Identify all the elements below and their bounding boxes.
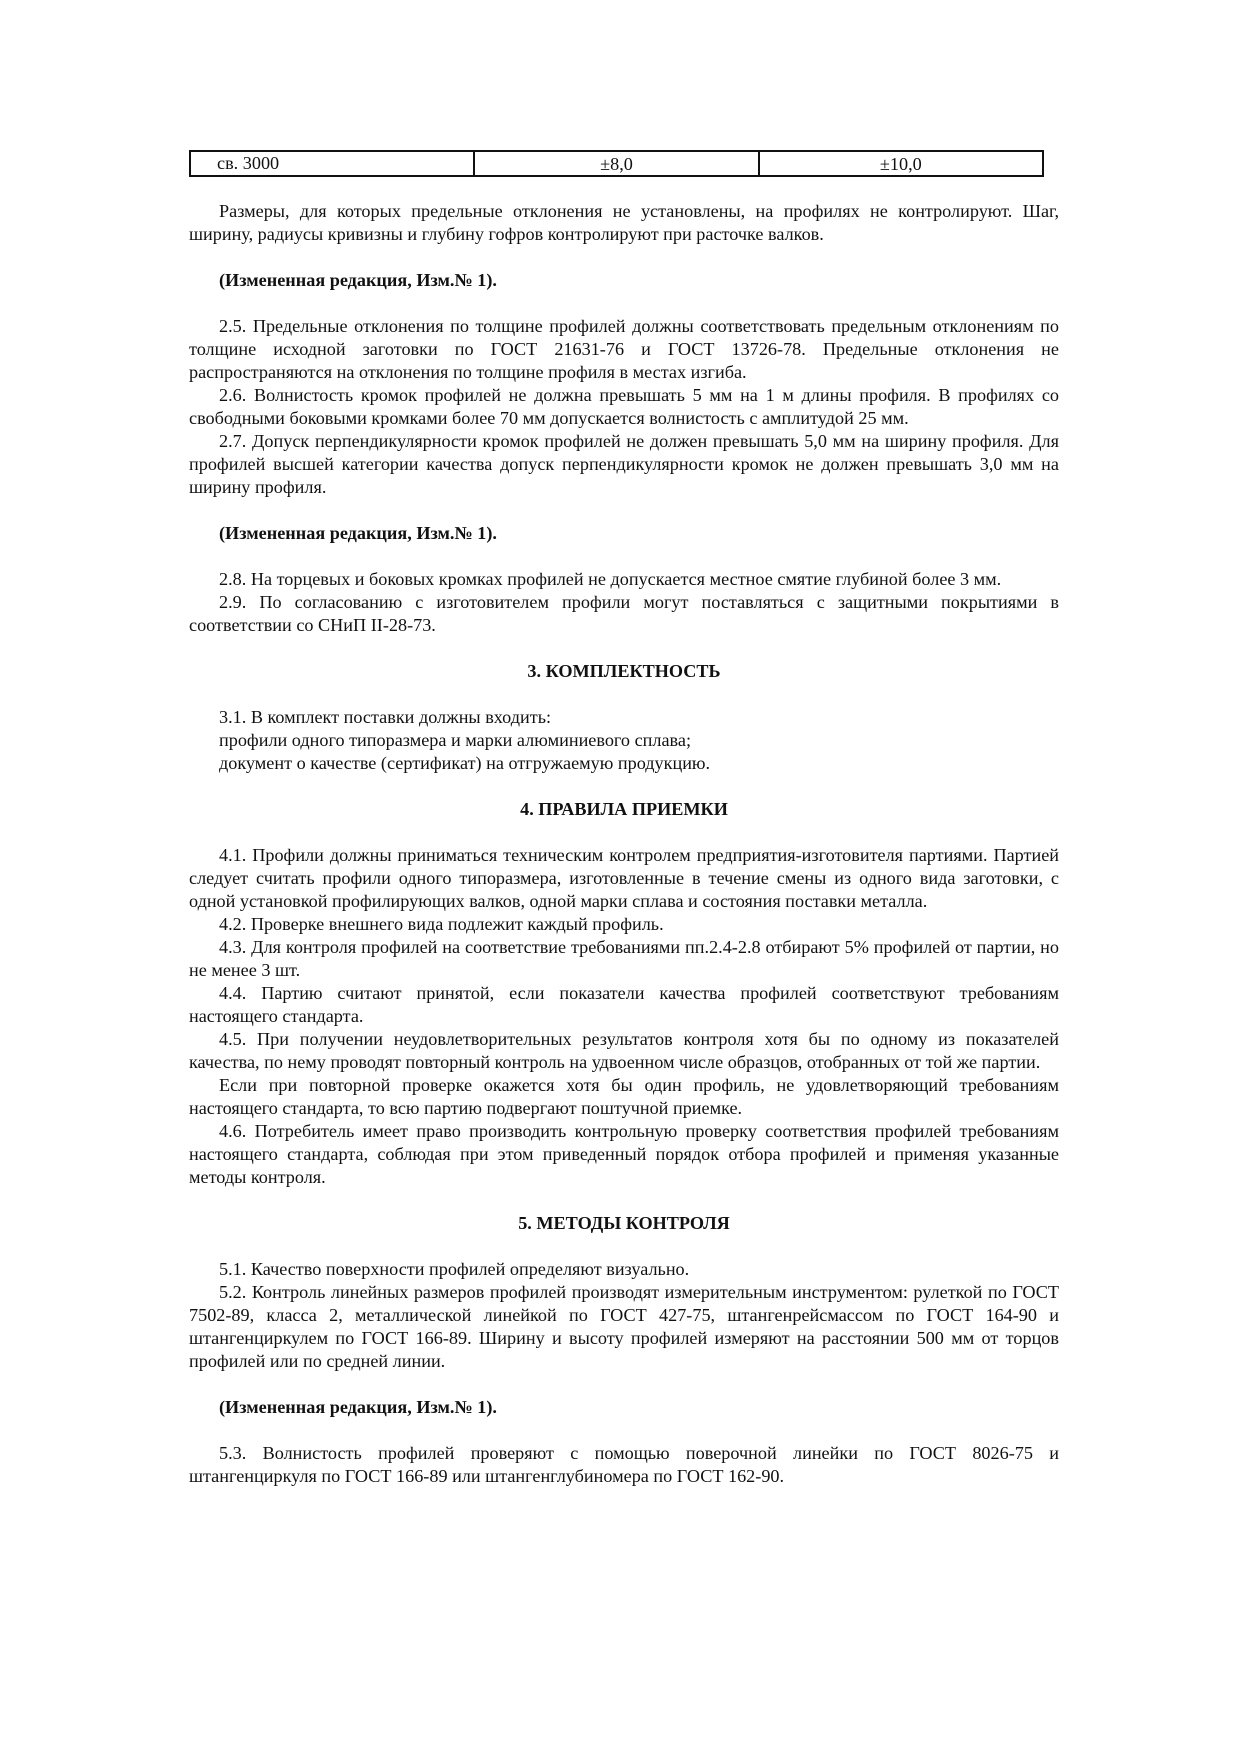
paragraph-4-6: 4.6. Потребитель имеет право производить контрольную проверку соответствия профилей требованиям настоящего стандарта, соблюдая при этом приведенный порядок отбора профилей и применяя указанные методы контроля. [189,1121,1059,1187]
list-item: профили одного типоразмера и марки алюминиевого сплава; [219,730,692,750]
section-heading-3: 3. КОМПЛЕКТНОСТЬ [527,661,721,681]
table-cell-size: св. 3000 [190,151,474,176]
paragraph-4-3: 4.3. Для контроля профилей на соответствие требованиями пп.2.4-2.8 отбирают 5% профилей от партии, но не менее 3 шт. [189,937,1059,980]
paragraph-2-7: 2.7. Допуск перпендикулярности кромок профилей не должен превышать 5,0 мм на ширину профиля. Для профилей высшей категории качества допуск перпендикулярности кромок не должен превышать 3,0 мм на ширину профиля. [189,431,1059,497]
paragraph-2-8: 2.8. На торцевых и боковых кромках профилей не допускается местное смятие глубиной более 3 мм. [219,569,1002,589]
table-cell-tolerance-1: ±8,0 [474,151,758,176]
amendment-note: (Измененная редакция, Изм.№ 1). [219,270,497,290]
table-row [190,151,1043,176]
paragraph-5-1: 5.1. Качество поверхности профилей определяют визуально. [219,1259,690,1279]
paragraph-5-2: 5.2. Контроль линейных размеров профилей производят измерительным инструментом: рулеткой по ГОСТ 7502-89, класса 2, металлической линейкой по ГОСТ 427-75, штангенрейсмассом по ГОСТ 164-90 и штангенциркулем по ГОСТ 166-89. Ширину и высоту профилей измеряют на расстоянии 500 мм от торцов профилей или по средней линии. [189,1282,1059,1371]
paragraph-5-3: 5.3. Волнистость профилей проверяют с помощью поверочной линейки по ГОСТ 8026-75 и штангенциркуля по ГОСТ 166-89 или штангенглубиномера по ГОСТ 162-90. [189,1443,1059,1486]
paragraph-4-5: 4.5. При получении неудовлетворительных результатов контроля хотя бы по одному из показателей качества, по нему проводят повторный контроль на удвоенном числе образцов, отобранных от той же партии. [189,1029,1059,1072]
paragraph-4-5-continued: Если при повторной проверке окажется хотя бы один профиль, не удовлетворяющий требованиям настоящего стандарта, то всю партию подвергают поштучной приемке. [189,1075,1059,1118]
paragraph-2-9: 2.9. По согласованию с изготовителем профили могут поставляться с защитными покрытиями в соответствии со СНиП II-28-73. [189,592,1059,635]
amendment-note: (Измененная редакция, Изм.№ 1). [219,1397,497,1417]
table-cell-tolerance-2: ±10,0 [759,151,1043,176]
section-heading-4: 4. ПРАВИЛА ПРИЕМКИ [520,799,728,819]
paragraph-2-5: 2.5. Предельные отклонения по толщине профилей должны соответствовать предельным отклонениям по толщине исходной заготовки по ГОСТ 21631-76 и ГОСТ 13726-78. Предельные отклонения не распространяются на отклонения по толщине профиля в местах изгиба. [189,316,1059,382]
paragraph-4-2: 4.2. Проверке внешнего вида подлежит каждый профиль. [219,914,664,934]
tolerance-table [189,150,1044,177]
paragraph-4-1: 4.1. Профили должны приниматься техническим контролем предприятия-изготовителя партиями. Партией следует считать профили одного типоразмера, изготовленные в течение смены из одного вида заготовки, с одной установкой профилирующих валков, одной марки сплава и состояния поставки металла. [189,845,1059,911]
paragraph-2-6: 2.6. Волнистость кромок профилей не должна превышать 5 мм на 1 м длины профиля. В профилях со свободными боковыми кромками более 70 мм допускается волнистость с амплитудой 25 мм. [189,385,1059,428]
list-item: документ о качестве (сертификат) на отгружаемую продукцию. [219,753,711,773]
section-heading-5: 5. МЕТОДЫ КОНТРОЛЯ [518,1213,730,1233]
paragraph-4-4: 4.4. Партию считают принятой, если показатели качества профилей соответствуют требованиям настоящего стандарта. [189,983,1059,1026]
paragraph-3-1: 3.1. В комплект поставки должны входить: [219,707,552,727]
document-page [189,150,1059,1488]
paragraph-dimensions-note: Размеры, для которых предельные отклонения не установлены, на профилях не контролируют. Шаг, ширину, радиусы кривизны и глубину гофров контролируют при расточке валков. [189,201,1059,244]
amendment-note: (Измененная редакция, Изм.№ 1). [219,523,497,543]
